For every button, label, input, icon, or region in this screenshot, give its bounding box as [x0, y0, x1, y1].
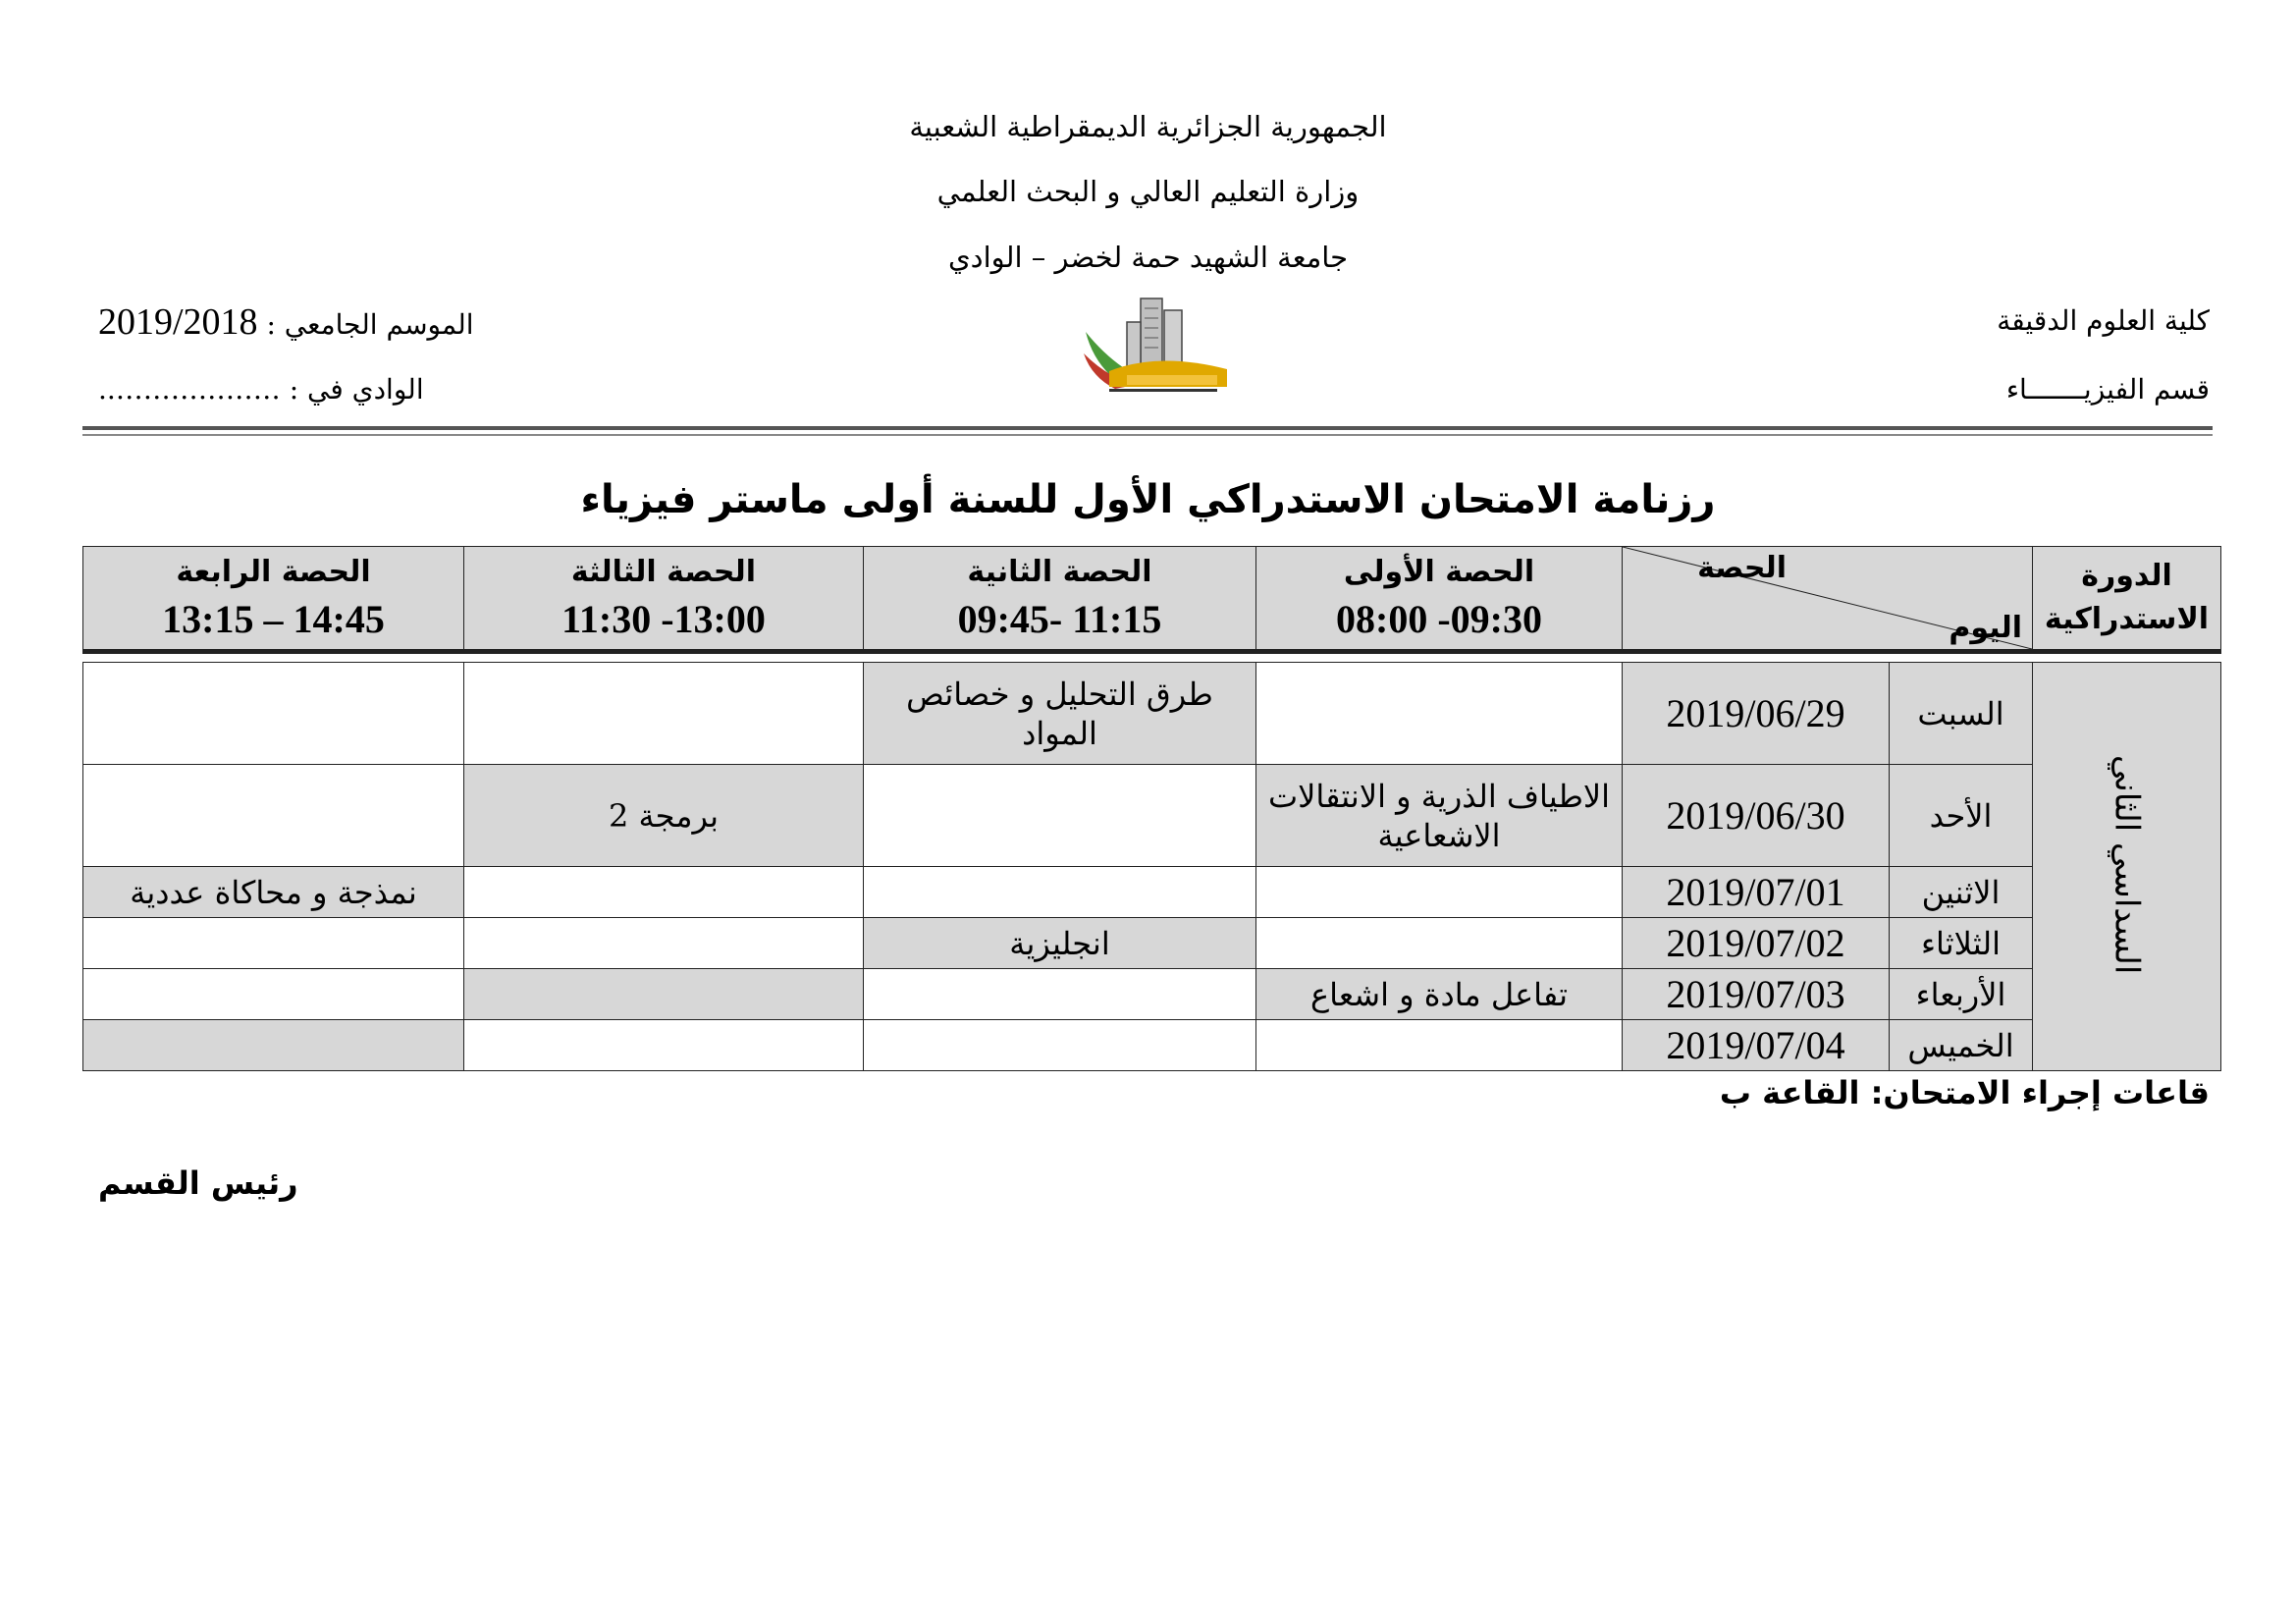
header-session	[2033, 547, 2221, 652]
exam-cell	[464, 918, 864, 969]
day-cell: الثلاثاء	[1890, 918, 2033, 969]
season-value: 2019/2018	[98, 301, 258, 343]
exam-cell: انجليزية	[864, 918, 1256, 969]
date-cell: 2019/06/30	[1623, 765, 1890, 867]
date-cell: 2019/07/03	[1623, 969, 1890, 1020]
table-row	[83, 918, 2221, 969]
table-gap-row	[83, 652, 2221, 663]
exam-cell: نمذجة و محاكاة عددية	[83, 867, 464, 918]
exam-cell	[864, 1020, 1256, 1071]
header-slot: الحصة	[1697, 551, 1787, 585]
header-period-2	[864, 547, 1256, 652]
period-3-time: 11:30 -13:00	[561, 597, 766, 641]
exam-cell	[83, 1020, 464, 1071]
table-row	[83, 765, 2221, 867]
session-cell	[2033, 663, 2221, 1071]
head-of-department-signature: رئيس القسم	[98, 1164, 298, 1202]
period-2-time: 09:45- 11:15	[957, 597, 1162, 641]
day-cell: الخميس	[1890, 1020, 2033, 1071]
university-logo-icon	[1080, 293, 1237, 418]
header-day: اليوم	[1949, 611, 2022, 645]
header-rule	[82, 426, 2213, 430]
exam-cell	[864, 765, 1256, 867]
period-3-label: الحصة الثالثة	[570, 555, 757, 589]
exam-cell	[464, 1020, 864, 1071]
exam-schedule-table	[82, 546, 2221, 1071]
table-gap	[83, 652, 2221, 663]
day-cell: الأحد	[1890, 765, 2033, 867]
exam-cell	[464, 969, 864, 1020]
exam-rooms-note: قاعات إجراء الامتحان: القاعة ب	[1719, 1074, 2210, 1111]
header-session-line2: الاستدراكية	[2044, 602, 2210, 636]
page-title: رزنامة الامتحان الاستدراكي الأول للسنة أولى ماستر فيزياء	[580, 477, 1716, 522]
exam-cell	[864, 867, 1256, 918]
day-cell: الأربعاء	[1890, 969, 2033, 1020]
period-1-label: الحصة الأولى	[1343, 555, 1535, 589]
header-slot-day	[1623, 547, 2033, 652]
session-name: السداسي الثاني	[2107, 754, 2147, 975]
place-value: ………………..	[98, 373, 281, 406]
exam-cell	[1256, 663, 1623, 765]
exam-cell	[83, 918, 464, 969]
exam-cell	[864, 969, 1256, 1020]
exam-cell: تفاعل مادة و اشعاع	[1256, 969, 1623, 1020]
header-period-4	[83, 547, 464, 652]
period-2-label: الحصة الثانية	[967, 555, 1152, 589]
exam-cell	[464, 867, 864, 918]
faculty-name: كلية العلوم الدقيقة	[1997, 304, 2210, 337]
exam-cell: برمجة 2	[464, 765, 864, 867]
place-label: الوادي في :	[289, 373, 424, 406]
date-cell: 2019/06/29	[1623, 663, 1890, 765]
exam-cell	[83, 663, 464, 765]
date-cell: 2019/07/04	[1623, 1020, 1890, 1071]
academic-season	[98, 300, 474, 344]
university-logo	[1080, 293, 1237, 418]
day-cell: الاثنين	[1890, 867, 2033, 918]
table-row	[83, 867, 2221, 918]
exam-cell	[83, 765, 464, 867]
header-period-3	[464, 547, 864, 652]
period-4-label: الحصة الرابعة	[176, 555, 371, 589]
place-date	[98, 373, 424, 406]
season-label: الموسم الجامعي :	[266, 308, 474, 341]
period-1-time: 08:00 -09:30	[1336, 597, 1542, 641]
exam-cell	[1256, 1020, 1623, 1071]
table-row	[83, 1020, 2221, 1071]
department-name: قسم الفيزيـــــــاء	[2005, 373, 2210, 406]
header-session-line1: الدورة	[2081, 559, 2172, 593]
university-name: جامعة الشهيد حمة لخضر – الوادي	[947, 241, 1349, 274]
header-rule-thin	[82, 434, 2213, 436]
exam-cell	[1256, 867, 1623, 918]
ministry-name: وزارة التعليم العالي و البحث العلمي	[936, 175, 1360, 208]
table-row	[83, 969, 2221, 1020]
header-period-1	[1256, 547, 1623, 652]
exam-cell	[83, 969, 464, 1020]
exam-cell	[464, 663, 864, 765]
period-4-time: 13:15 – 14:45	[162, 597, 385, 641]
table-row	[83, 663, 2221, 765]
exam-cell: الاطياف الذرية و الانتقالات الاشعاعية	[1256, 765, 1623, 867]
day-cell: السبت	[1890, 663, 2033, 765]
republic-name: الجمهورية الجزائرية الديمقراطية الشعبية	[909, 110, 1387, 143]
exam-cell: طرق التحليل و خصائص المواد	[864, 663, 1256, 765]
date-cell: 2019/07/01	[1623, 867, 1890, 918]
table-header-row	[83, 547, 2221, 652]
exam-cell	[1256, 918, 1623, 969]
date-cell: 2019/07/02	[1623, 918, 1890, 969]
